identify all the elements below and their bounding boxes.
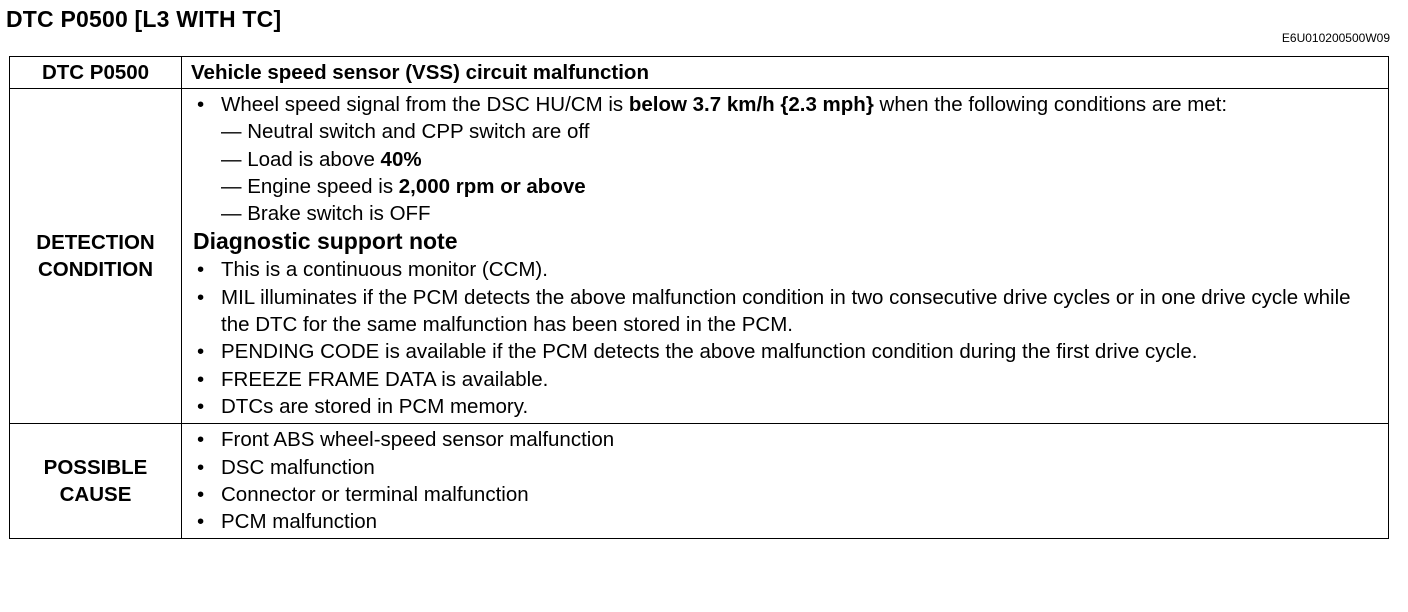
label-line: CAUSE: [59, 483, 132, 507]
support-note-list: [195, 256, 1380, 420]
condition-text: — Load is above: [221, 147, 381, 171]
list-item: • Connector or terminal malfunction: [195, 481, 1380, 508]
condition-value: 2,000 rpm or above: [398, 174, 586, 198]
condition-text: — Engine speed is: [221, 174, 399, 198]
condition-value: 40%: [380, 147, 422, 171]
label-line: POSSIBLE: [43, 456, 148, 480]
condition-sublist: [221, 118, 1380, 227]
list-item: • PENDING CODE is available if the PCM detects the above malfunction condition during the first drive cycle.: [195, 338, 1380, 365]
text-segment: when the following conditions are met:: [873, 93, 1228, 116]
detection-condition-content: [182, 89, 1389, 424]
dtc-table: [9, 56, 1389, 539]
possible-cause-label: [10, 424, 182, 539]
list-item: • MIL illuminates if the PCM detects the above malfunction condition in two consecutive drive cycles or in one drive cycle while the DTC for the same malfunction has been stored in the PCM.: [195, 284, 1380, 339]
list-item: • DTCs are stored in PCM memory.: [195, 393, 1380, 420]
list-item: • This is a continuous monitor (CCM).: [195, 256, 1380, 283]
list-item: • DSC malfunction: [195, 454, 1380, 481]
support-note-heading: Diagnostic support note: [193, 228, 458, 255]
condition-text: — Brake switch is OFF: [221, 202, 431, 226]
detection-condition-label: [10, 89, 182, 424]
label-line: DETECTION: [36, 230, 155, 254]
condition-item: [221, 146, 1380, 173]
cause-list: [195, 426, 1380, 535]
table-header-row: [10, 57, 1389, 89]
text-segment: Wheel speed signal from the DSC HU/CM is: [221, 93, 629, 116]
list-item: • Front ABS wheel-speed sensor malfunction: [195, 426, 1380, 453]
condition-item: [221, 173, 1380, 200]
dtc-code-cell: DTC P0500: [10, 57, 182, 89]
page-title: DTC P0500 [L3 WITH TC]: [6, 6, 282, 32]
possible-cause-row: [10, 424, 1389, 539]
list-item: • FREEZE FRAME DATA is available.: [195, 366, 1380, 393]
list-item: [195, 91, 1380, 227]
detection-condition-row: [10, 89, 1389, 424]
threshold-value: below 3.7 km/h {2.3 mph}: [628, 93, 874, 116]
condition-text: — Neutral switch and CPP switch are off: [221, 120, 590, 144]
dtc-description-cell: Vehicle speed sensor (VSS) circuit malfunction: [182, 57, 1389, 89]
list-item: • PCM malfunction: [195, 508, 1380, 535]
label-line: CONDITION: [37, 258, 154, 282]
document-code: E6U010200500W09: [1281, 31, 1390, 45]
condition-item: [221, 200, 1380, 227]
detection-list: [195, 91, 1380, 227]
possible-cause-content: [182, 424, 1389, 539]
condition-item: [221, 118, 1380, 145]
